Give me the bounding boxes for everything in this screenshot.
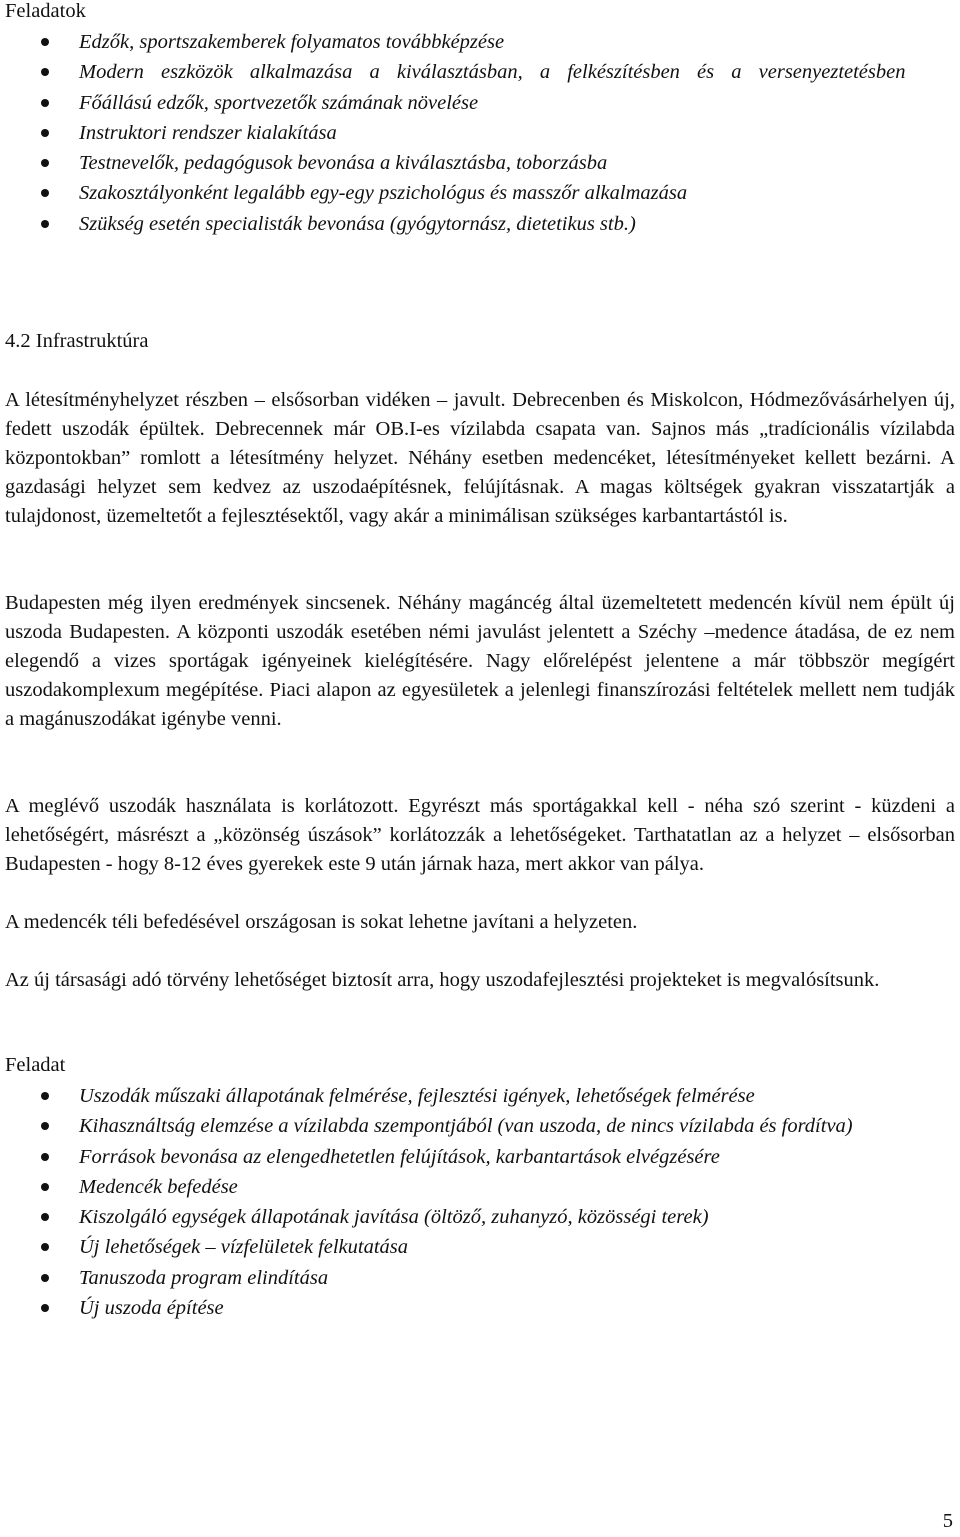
list-item: Tanuszoda program elindítása [5, 1263, 955, 1293]
list-item: Kihasználtság elemzése a vízilabda szempontjából (van uszoda, de nincs vízilabda és fordítva) [5, 1111, 955, 1141]
list-item: Testnevelők, pedagógusok bevonása a kiválasztásba, toborzásba [5, 148, 955, 178]
bullet-icon [41, 68, 49, 76]
bullet-icon [41, 220, 49, 228]
bullet-icon [41, 1092, 49, 1100]
paragraph-5 [5, 966, 955, 995]
bullet-icon [41, 1153, 49, 1161]
bullet-icon [41, 1213, 49, 1221]
list-item: Új uszoda építése [5, 1293, 955, 1323]
list-item: Instruktori rendszer kialakítása [5, 118, 955, 148]
bullet-icon [41, 1274, 49, 1282]
bullet-icon [41, 1304, 49, 1312]
document-page [5, 0, 955, 1537]
section-infrastruktura-heading [5, 330, 955, 352]
list-item: Edzők, sportszakemberek folyamatos továbbképzése [5, 27, 955, 57]
list-item: Források bevonása az elengedhetetlen felújítások, karbantartások elvégzésére [5, 1142, 955, 1172]
feladat-list [5, 1081, 955, 1323]
paragraph-3 [5, 792, 955, 879]
bullet-icon [41, 129, 49, 137]
bullet-icon [41, 1183, 49, 1191]
paragraph-text: Budapesten még ilyen eredmények sincsenek. Néhány magáncég által üzemeltetett medencén kívül nem épült új uszoda Budapesten. A központi uszodák esetében némi javulást jelentett a Széchy –medence átadása, de ez nem elegendő a vizes sportágak igényeinek kielégítésére. Nagy előrelépést jelentene a már többször megígért uszodakomplexum megépítése. Piaci alapon az egyesületek a jelenlegi finanszírozási feltételek mellett nem tudják a magánuszodákat igénybe venni. [5, 592, 955, 731]
feladatok-list [5, 27, 955, 239]
list-item: Uszodák műszaki állapotának felmérése, fejlesztési igények, lehetőségek felmérése [5, 1081, 955, 1111]
paragraph-4 [5, 908, 955, 937]
heading-infrastruktura: 4.2 Infrastruktúra [5, 330, 149, 352]
bullet-icon [41, 159, 49, 167]
bullet-icon [41, 38, 49, 46]
bullet-icon [41, 99, 49, 107]
paragraph-text: A meglévő uszodák használata is korlátozott. Egyrészt más sportágakkal kell - néha szó szerint - küzdeni a lehetőségért, másrészt a „közönség úszások” korlátozzák a lehetőségeket. Tarthatatlan az a helyzet – elsősorban Budapesten - hogy 8-12 éves gyerekek este 9 után járnak haza, mert akkor van pálya. [5, 795, 955, 876]
list-item: Modern eszközök alkalmazása a kiválasztásban, a felkészítésben és a versenyeztetésben [5, 57, 955, 87]
paragraph-text: Az új társasági adó törvény lehetőséget biztosít arra, hogy uszodafejlesztési projekteket is megvalósítsunk. [5, 969, 880, 991]
list-item: Kiszolgáló egységek állapotának javítása (öltöző, zuhanyzó, közösségi terek) [5, 1202, 955, 1232]
paragraph-text: A medencék téli befedésével országosan is sokat lehetne javítani a helyzeten. [5, 911, 638, 933]
heading-feladat: Feladat [5, 1054, 66, 1076]
bullet-icon [41, 189, 49, 197]
list-item: Szükség esetén specialisták bevonása (gyógytornász, dietetikus stb.) [5, 209, 955, 239]
bullet-icon [41, 1243, 49, 1251]
list-item: Főállású edzők, sportvezetők számának növelése [5, 88, 955, 118]
paragraph-2 [5, 589, 955, 734]
section-feladat [5, 1054, 955, 1323]
page-number: 5 [942, 1510, 953, 1532]
bullet-icon [41, 1122, 49, 1130]
section-feladatok [5, 0, 955, 239]
heading-feladatok: Feladatok [5, 0, 86, 22]
paragraph-text: A létesítményhelyzet részben – elsősorban vidéken – javult. Debrecenben és Miskolcon, Hódmezővásárhelyen új, fedett uszodák épültek. Debrecennek már OB.I-es vízilabda csapata van. Sajnos más „tradícionális vízilabda központokban” romlott a létesítmény helyzet. Néhány esetben medencéket, létesítményeket kellett bezárni. A gazdasági helyzet sem kedvez az uszodaépítésnek, felújításnak. A magas költségek gyakran visszatartják a tulajdonost, üzemeltetőt a fejlesztésektől, vagy akár a minimálisan szükséges karbantartástól is. [5, 389, 955, 528]
list-item: Medencék befedése [5, 1172, 955, 1202]
paragraph-1 [5, 386, 955, 531]
list-item: Szakosztályonként legalább egy-egy pszichológus és masszőr alkalmazása [5, 178, 955, 208]
list-item: Új lehetőségek – vízfelületek felkutatása [5, 1232, 955, 1262]
